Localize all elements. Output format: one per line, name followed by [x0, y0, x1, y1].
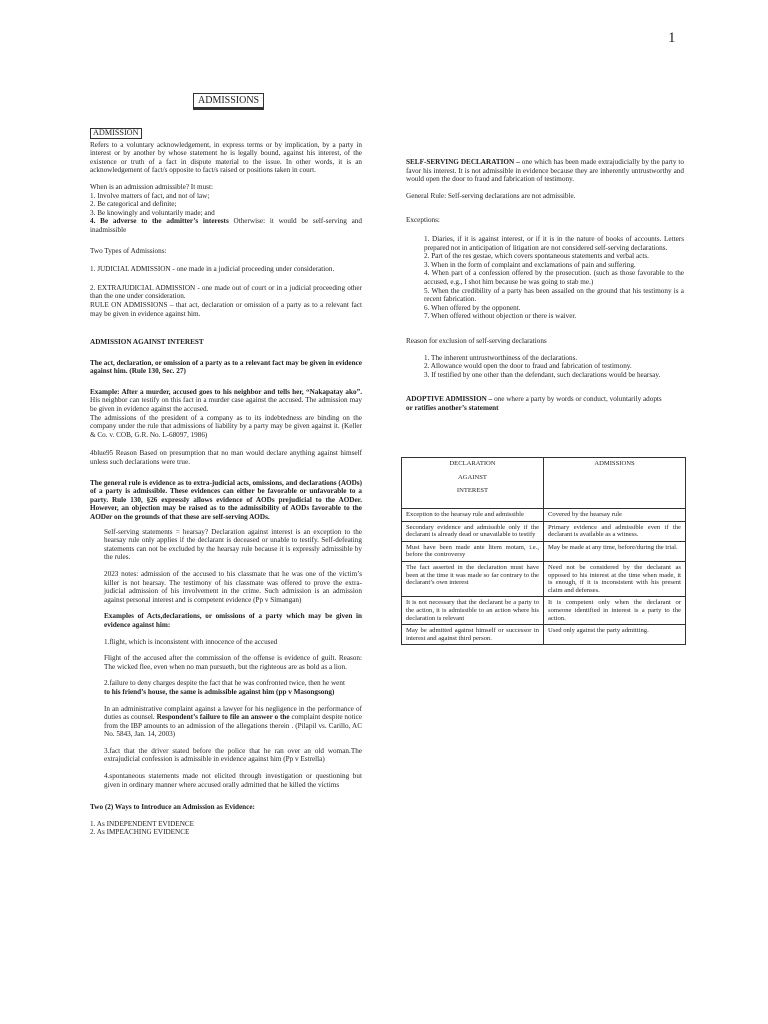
- example-2-complaint-lead: In an administrative complaint against a lawyer for his negligence in the performance of duties as counsel.: [104, 704, 362, 722]
- reason-1: 1. The inherent untrustworthiness of the declarations.: [424, 353, 578, 362]
- example-4: 4.spontaneous statements made not elicited through investigation or questioning but given in ordinary manner where accused orally admitted that he killed the victims: [104, 772, 362, 789]
- exception-3: 3. When in the form of complaint and exclamations of pain and suffering.: [424, 260, 636, 269]
- general-rule: General Rule: Self-serving declarations are not admissible.: [406, 191, 576, 200]
- section-heading-admission: ADMISSION: [90, 128, 142, 139]
- table-cell: Must have been made ante litem motam, i.e., before the controversy: [402, 541, 544, 561]
- example-2: 2.failure to deny charges despite the fact that he was confronted twice, then he went: [104, 679, 345, 688]
- exception-6: 6. When offered by the opponent.: [424, 303, 521, 312]
- example-3: 3.fact that the driver stated before the police that he ran over an old woman.The extrajudicial confession is admissible in evidence against him (Pp v Estrella): [104, 746, 362, 764]
- extrajudicial-admission: 2. EXTRAJUDICIAL ADMISSION - one made out of court or in a judicial proceeding other than the one under consideration.: [90, 283, 362, 301]
- table-cell: Exception to the hearsay rule and admissible: [402, 509, 544, 522]
- table-cell: The fact asserted in the declaration must have been at the time it was made so far contrary to the declarant’s own interest: [402, 561, 544, 596]
- header-line-2: AGAINST: [458, 473, 487, 481]
- example-2-complaint: [90, 705, 362, 739]
- adoptive-definition: one where a party by words or conduct, voluntarily adopts: [492, 395, 662, 404]
- reason-2: 2. Allowance would open the door to fraud and fabrication of testimony.: [424, 362, 632, 371]
- way-1: 1. As INDEPENDENT EVIDENCE: [90, 819, 195, 828]
- notes-2023-lead: 2023 notes: admission of the accused to his classmate that he was one of the victim’s killer is not hearsay. The testimony of his classmate was offered to prove: [104, 569, 362, 587]
- page-number: 1: [668, 30, 676, 46]
- way-2: 2. As IMPEACHING EVIDENCE: [90, 828, 190, 837]
- table-row: [402, 521, 686, 541]
- left-column: [90, 128, 362, 837]
- table-row: [402, 625, 686, 645]
- exception-4: 4. When part of a confession offered by the prosecution. (such as those favorable to the accused, e.g., I shot him because he was going to stab me.): [424, 269, 684, 286]
- comparison-table: [401, 457, 686, 645]
- reason-3: 3. If testified by one other than the defendant, such declarations would be hearsay.: [424, 370, 661, 379]
- table-cell: Used only against the party admitting.: [544, 625, 686, 645]
- exceptions-list: [406, 235, 684, 321]
- notes-2023-body: the extra-judicial admission of his involvement in the crime. Such admission is an admission against personal interest and is competent evidence (Pp v Simangan): [104, 578, 362, 604]
- requirement-4-rest: serving and inadmissible: [90, 217, 362, 234]
- header-declaration-against-interest: [402, 458, 544, 509]
- self-serving-declaration: [406, 158, 684, 184]
- table-cell: May be admitted against himself or successor in interest and against third person.: [402, 625, 544, 645]
- requirement-4-otherwise: Otherwise: it would be self-: [228, 217, 326, 226]
- example-body: His neighbor can testify on this fact in a murder case against the accused. The admission may be given in evidence against the accused.: [90, 396, 362, 414]
- general-rule-aods: The general rule is evidence as to extra-judicial acts, omissions, and declarations (AODs) of a party is admissible. These evidences can either be favorable or unfavorable to a party. Rule 130, §26 expressly allows evidence of AODs prejudicial to the AODer. However, an objection may be raised as to the admissibility of AODs favorable to the AODer on the grounds of that these are self-serving AODs.: [90, 478, 362, 521]
- table-row: [402, 541, 686, 561]
- example-2-complaint-rest: complaint despite notice from the IBP amounts to an admission of the allegations therein . (Pilapil vs. Carillo, AC No. 5843, Jan. 14, 2003): [104, 713, 362, 739]
- two-ways-heading: Two (2) Ways to Introduce an Admission as Evidence:: [90, 803, 255, 812]
- table-cell: Need not be considered by the declarant as opposed to his interest at the time when made, it is enough, if it is inconsistent with his present claim and defenses.: [544, 561, 686, 596]
- examples-heading: Examples of Acts,declarations, or omissions of a party which may be given in evidence against him:: [104, 612, 362, 629]
- exceptions-heading: Exceptions:: [406, 216, 440, 225]
- adoptive-admission: [406, 395, 684, 404]
- table-cell: May be made at any time, before/during the trial.: [544, 541, 686, 561]
- table-cell: Primary evidence and admissible even if the declarant is available as a witness.: [544, 521, 686, 541]
- admission-against-interest-heading: ADMISSION AGAINST INTEREST: [90, 338, 204, 347]
- adoptive-definition-cont: or ratifies another’s statement: [406, 403, 499, 412]
- requirement-1: 1. Involve matters of fact, and not of law;: [90, 191, 210, 200]
- example-2-holding: to his friend’s house, the same is admissible against him (pp v Masongsong): [104, 687, 335, 696]
- exception-2: 2. Part of the res gestae, which covers spontaneous statements and verbal acts.: [424, 252, 649, 261]
- table-cell: It is competent only when the declarant or someone identified in interest is a party to the action.: [544, 597, 686, 625]
- header-admissions-label: ADMISSIONS: [594, 460, 635, 467]
- company-admissions: The admissions of the president of a company as to its indebtedness are binding on the company under the rule that admissions of liability by a party may be given against it. (Keller & Co. v. COB, G.R. No. L-68097, 1986): [90, 413, 362, 439]
- example-1: 1.flight, which is inconsistent with innocence of the accused: [104, 637, 278, 646]
- header-line-3: INTEREST: [456, 487, 489, 495]
- admission-definition: Refers to a voluntary acknowledgement, in express terms or by implication, by a party in interest or by another by whose statement he is legally bound, against his interest, of the existence or truth of a fact in dispute material to the issue. In other words, it is an acknowledgement of fact/s opposite to fact/s raised or positions taken in court.: [90, 140, 362, 175]
- table-cell: Covered by the hearsay rule: [544, 509, 686, 522]
- page-title: ADMISSIONS: [193, 93, 264, 108]
- self-serving-hearsay: Self-serving statements = hearsay? Declaration against interest is an exception to the hearsay rule only applies if the declarant is deceased or unable to testify. Self-defeating statements can not be excluded by the hearsay rule because it is expressly admissible by the rules.: [104, 527, 362, 562]
- adoptive-term: ADOPTIVE ADMISSION –: [406, 395, 493, 404]
- header-admissions: [544, 458, 686, 509]
- notes-2023: [90, 570, 362, 604]
- types-heading: Two Types of Admissions:: [90, 246, 167, 255]
- admission-against-interest-rule: The act, declaration, or omission of a party as to a relevant fact may be given in evidence against him. (Rule 130, Sec. 27): [90, 358, 362, 376]
- requirement-4: [90, 217, 362, 234]
- requirement-3: 3. Be knowingly and voluntarily made; and: [90, 208, 215, 217]
- exception-5: 5. When the credibility of a party has been assailed on the ground that his testimony is a recent fabrication.: [424, 286, 684, 304]
- rule-on-admissions: RULE ON ADMISSIONS – that act, declaration or omission of a party as to a relevant fact may be given in evidence against him.: [90, 300, 362, 318]
- header-line-1: DECLARATION: [449, 460, 496, 467]
- example-paragraph: [90, 388, 362, 414]
- exception-1: 1. Diaries, if it is against interest, or if it is in the nature of books of accounts. Letters prepared not in anticipation of litigation are not considered self-serving declarations.: [424, 234, 684, 252]
- reasons-list: [406, 354, 684, 380]
- table-header-row: [402, 458, 686, 509]
- requirement-2: 2. Be categorical and definite;: [90, 200, 177, 209]
- exception-7: 7. When offered without objection or there is waiver.: [424, 312, 577, 321]
- table-cell: Secondary evidence and admissible only if the declarant is already dead or unavailable to testify: [402, 521, 544, 541]
- example-lead: Example: After a murder, accused goes to his neighbor and tells her, “Nakapatay ako”.: [90, 387, 362, 396]
- table-cell: It is not necessary that the declarant be a party to the action, it is admissible to an action where his declaration is relevant: [402, 597, 544, 625]
- requirement-4-strong: 4. Be adverse to the admitter’s interests: [90, 217, 229, 226]
- example-1-flight: Flight of the accused after the commission of the offense is evidence of guilt. Reason: The wicked flee, even when no man pursueth, but the righteous are as bold as a lion.: [104, 654, 362, 671]
- table-row: [402, 509, 686, 522]
- self-serving-term: SELF-SERVING DECLARATION –: [406, 158, 520, 166]
- right-column: [406, 158, 684, 412]
- reason-note: 4blue95 Reason Based on presumption that no man would declare anything against himself unless such declarations were true.: [90, 449, 362, 467]
- table-row: [402, 561, 686, 596]
- admissible-question: When is an admission admissible? It must:: [90, 182, 213, 191]
- reason-heading: Reason for exclusion of self-serving declarations: [406, 336, 547, 345]
- self-serving-definition: one which has been made extrajudicially by the party to favor his interest. It is not admissible in evidence because they are inherently untrustworthy and would open the door to fraud and fabrication of testimony.: [406, 158, 685, 184]
- table-row: [402, 597, 686, 625]
- judicial-admission: 1. JUDICIAL ADMISSION - one made in a judicial proceeding under consideration.: [90, 265, 335, 274]
- example-2-complaint-strong: Respondent’s failure to file an answer o the: [154, 713, 290, 722]
